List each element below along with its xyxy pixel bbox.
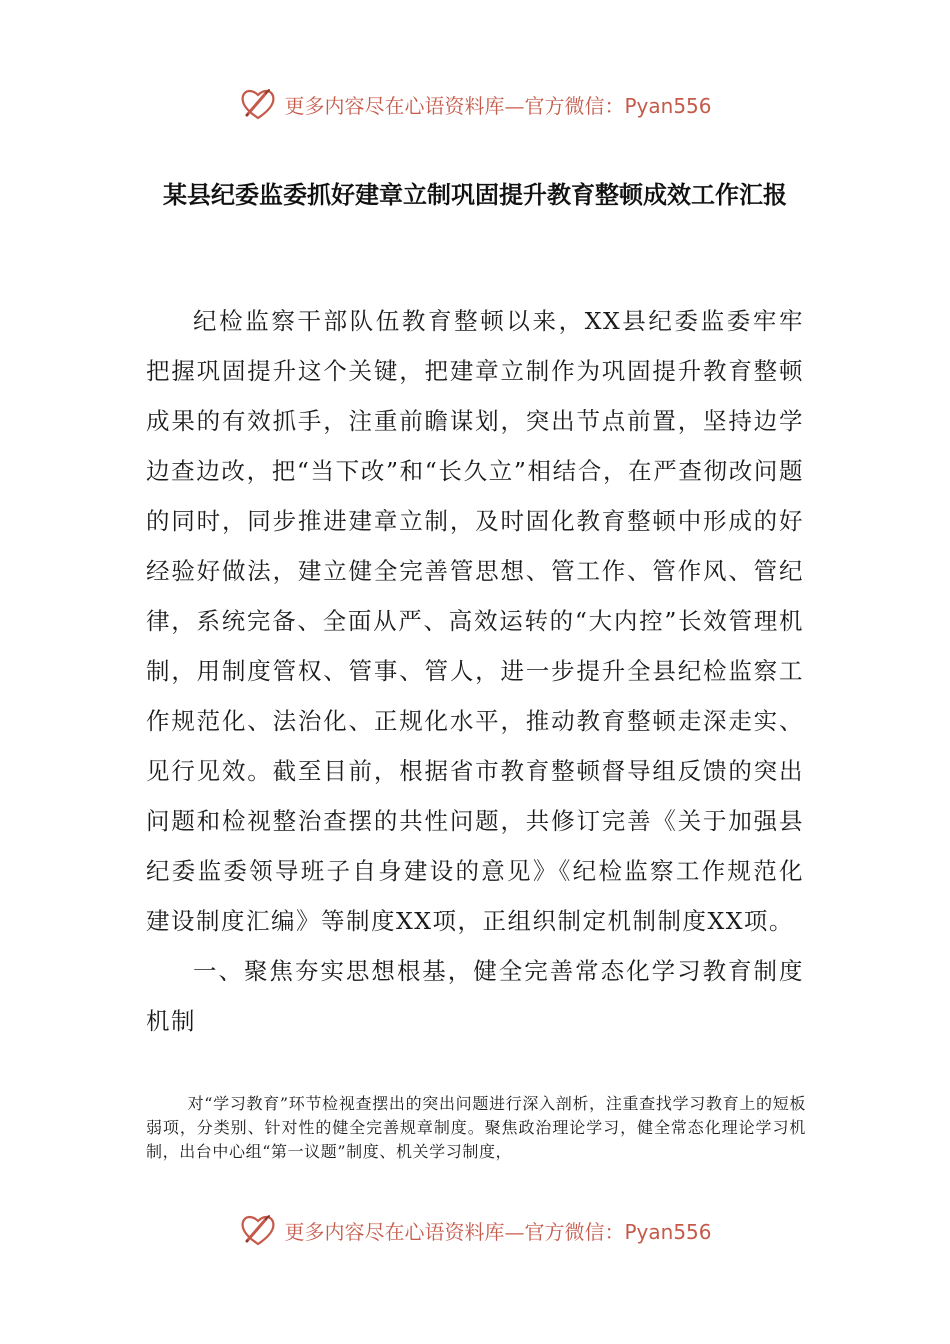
document-body [146,296,804,1046]
watermark-text: 更多内容尽在心语资料库—官方微信：Pyan556 [284,1219,712,1244]
pen-heart-logo-icon [238,1210,278,1250]
document-title: 某县纪委监委抓好建章立制巩固提升教育整顿成效工作汇报 [163,181,787,209]
section-paragraph: 对“学习教育”环节检视查摆出的突出问题进行深入剖析，注重查找学习教育上的短板弱项，分类别、针对性的健全完善规章制度。聚焦政治理论学习，健全常态化理论学习机制，出台中心组“第一议题”制度、机关学习制度， [146,1094,806,1161]
watermark-banner-bottom [0,1208,950,1252]
pen-heart-logo-icon [238,84,278,124]
section-heading: 一、聚焦夯实思想根基，健全完善常态化学习教育制度机制 [146,957,804,1035]
section-body [146,1092,806,1164]
intro-paragraph: 纪检监察干部队伍教育整顿以来，XX县纪委监委牢牢把握巩固提升这个关键，把建章立制作为巩固提升教育整顿成果的有效抓手，注重前瞻谋划，突出节点前置，坚持边学边查边改，把“当下改”和“长久立”相结合，在严查彻改问题的同时，同步推进建章立制，及时固化教育整顿中形成的好经验好做法，建立健全完善管思想、管工作、管作风、管纪律，系统完备、全面从严、高效运转的“大内控”长效管理机制，用制度管权、管事、管人，进一步提升全县纪检监察工作规范化、法治化、正规化水平，推动教育整顿走深走实、见行见效。截至目前，根据省市教育整顿督导组反馈的突出问题和检视整治查摆的共性问题，共修订完善《关于加强县纪委监委领导班子自身建设的意见》《纪检监察工作规范化建设制度汇编》等制度XX项，正组织制定机制制度XX项。 [146,307,804,935]
watermark-banner-top [0,82,950,126]
watermark-text: 更多内容尽在心语资料库—官方微信：Pyan556 [284,93,712,118]
